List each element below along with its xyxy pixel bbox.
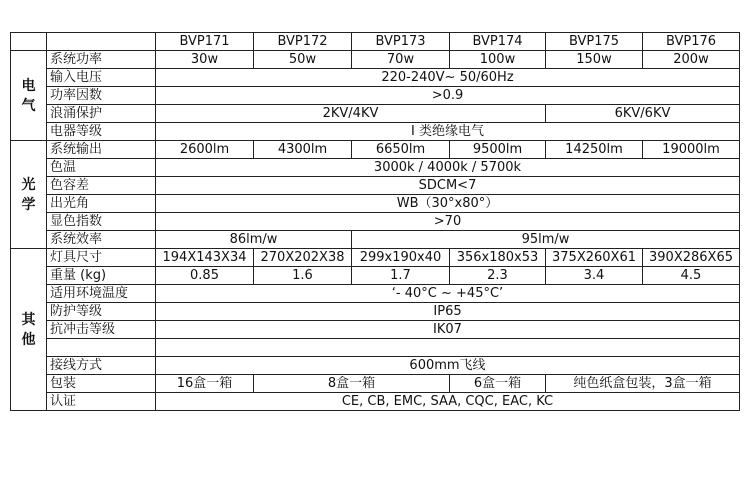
cell-value: IK07 (156, 321, 740, 339)
row-surge (11, 105, 740, 123)
row-label: 接线方式 (47, 357, 156, 375)
cell-value: 220-240V~ 50/60Hz (156, 69, 740, 87)
cell-value: 2.3 (450, 267, 546, 285)
cell-value: 100w (450, 51, 546, 69)
row-sdcm (11, 177, 740, 195)
cell-value: ‘- 40°C ~ +45°C’ (156, 285, 740, 303)
row-efficacy (11, 231, 740, 249)
cell-value: 1.7 (352, 267, 450, 285)
row-label: 系统效率 (47, 231, 156, 249)
model-header: BVP176 (643, 33, 740, 51)
cell-value: 2KV/4KV (156, 105, 546, 123)
row-wiring (11, 357, 740, 375)
group-other: 其他 (11, 249, 47, 411)
cell-value: 375X260X61 (546, 249, 643, 267)
row-label: 输入电压 (47, 69, 156, 87)
row-beam (11, 195, 740, 213)
group-optical: 光学 (11, 141, 47, 249)
cell-value: 0.85 (156, 267, 254, 285)
row-label: 出光角 (47, 195, 156, 213)
row-label: 重量 (kg) (47, 267, 156, 285)
row-label: 适用环境温度 (47, 285, 156, 303)
row-label: 系统输出 (47, 141, 156, 159)
row-power (11, 51, 740, 69)
cell-value: 200w (643, 51, 740, 69)
cell-value: 30w (156, 51, 254, 69)
cell-value: >0.9 (156, 87, 740, 105)
row-label: 功率因数 (47, 87, 156, 105)
spec-table-container (10, 32, 740, 411)
spec-table (10, 32, 740, 411)
cell-value: 95lm/w (352, 231, 740, 249)
cell-value: 19000lm (643, 141, 740, 159)
cell-value: I 类绝缘电气 (156, 123, 740, 141)
cell-value: 6KV/6KV (546, 105, 740, 123)
row-cct (11, 159, 740, 177)
row-output (11, 141, 740, 159)
model-header: BVP171 (156, 33, 254, 51)
cell-value: IP65 (156, 303, 740, 321)
row-weight (11, 267, 740, 285)
cell-value: 270X202X38 (254, 249, 352, 267)
row-label: 显色指数 (47, 213, 156, 231)
cell-value: 1.6 (254, 267, 352, 285)
row-label: 色容差 (47, 177, 156, 195)
cell-value: 299x190x40 (352, 249, 450, 267)
cell-value: 9500lm (450, 141, 546, 159)
row-temp (11, 285, 740, 303)
row-class (11, 123, 740, 141)
cell-value: SDCM<7 (156, 177, 740, 195)
cell-value: 86lm/w (156, 231, 352, 249)
cell-value: 390X286X65 (643, 249, 740, 267)
row-voltage (11, 69, 740, 87)
cell-value: 3000k / 4000k / 5700k (156, 159, 740, 177)
row-label: 抗冲击等级 (47, 321, 156, 339)
cell-value: WB（30°x80°） (156, 195, 740, 213)
blank-cell (47, 339, 156, 357)
cell-value: 50w (254, 51, 352, 69)
model-header: BVP175 (546, 33, 643, 51)
cell-value: 8盒一箱 (254, 375, 450, 393)
corner-cell (47, 33, 156, 51)
cell-value: 6盒一箱 (450, 375, 546, 393)
blank-cell (156, 339, 740, 357)
group-electrical: 电气 (11, 51, 47, 141)
row-ik (11, 321, 740, 339)
row-label: 浪涌保护 (47, 105, 156, 123)
row-cert (11, 393, 740, 411)
row-label: 防护等级 (47, 303, 156, 321)
cell-value: >70 (156, 213, 740, 231)
row-label: 认证 (47, 393, 156, 411)
corner-cell (11, 33, 47, 51)
cell-value: 150w (546, 51, 643, 69)
cell-value: 70w (352, 51, 450, 69)
cell-value: 2600lm (156, 141, 254, 159)
model-header: BVP173 (352, 33, 450, 51)
model-header: BVP172 (254, 33, 352, 51)
cell-value: CE, CB, EMC, SAA, CQC, EAC, KC (156, 393, 740, 411)
row-label: 色温 (47, 159, 156, 177)
cell-value: 600mm飞线 (156, 357, 740, 375)
row-ip (11, 303, 740, 321)
cell-value: 194X143X34 (156, 249, 254, 267)
row-blank (11, 339, 740, 357)
row-cri (11, 213, 740, 231)
row-packing (11, 375, 740, 393)
header-row (11, 33, 740, 51)
cell-value: 6650lm (352, 141, 450, 159)
row-label: 灯具尺寸 (47, 249, 156, 267)
cell-value: 3.4 (546, 267, 643, 285)
cell-value: 4300lm (254, 141, 352, 159)
cell-value: 纯色纸盒包装，3盒一箱 (546, 375, 740, 393)
row-label: 电器等级 (47, 123, 156, 141)
cell-value: 14250lm (546, 141, 643, 159)
row-size (11, 249, 740, 267)
row-power-factor (11, 87, 740, 105)
row-label: 包装 (47, 375, 156, 393)
cell-value: 356x180x53 (450, 249, 546, 267)
model-header: BVP174 (450, 33, 546, 51)
row-label: 系统功率 (47, 51, 156, 69)
cell-value: 4.5 (643, 267, 740, 285)
cell-value: 16盒一箱 (156, 375, 254, 393)
